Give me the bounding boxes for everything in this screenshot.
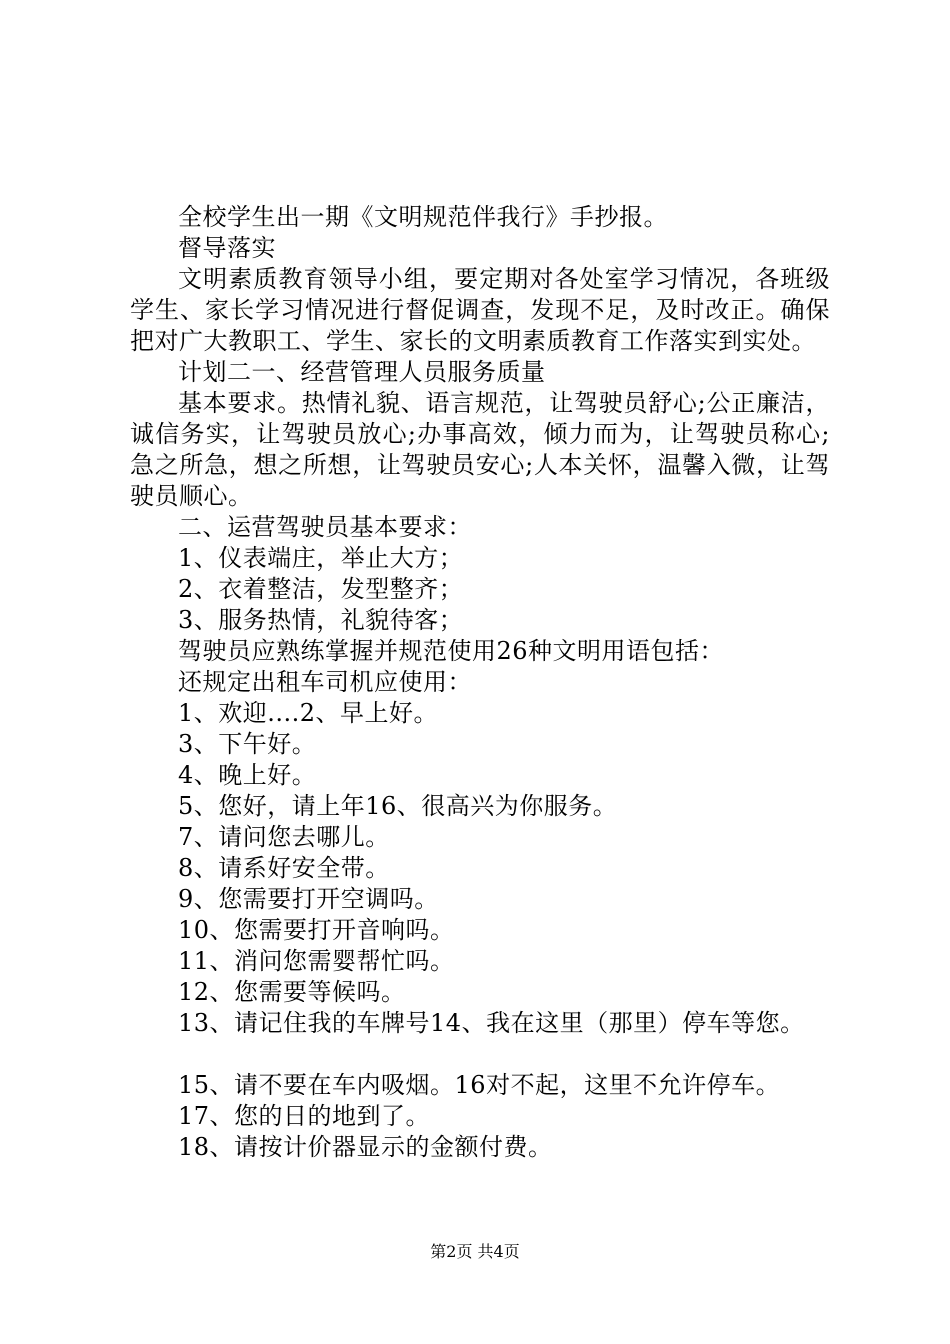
paragraph-24: 17、您的日的地到了。: [178, 1102, 431, 1130]
paragraph-23: 15、请不要在车内吸烟。16对不起，这里不允许停车。: [178, 1071, 781, 1099]
paragraph-14: 4、晚上好。: [178, 761, 317, 789]
paragraph-11: 还规定出租车司机应使用：: [178, 668, 472, 696]
blank-line: [130, 1039, 830, 1070]
paragraph-21: 12、您需要等候吗。: [178, 978, 406, 1006]
paragraph-4: 计划二一、经营管理人员服务质量: [178, 358, 546, 386]
paragraph-15: 5、您好，请上年16、很高兴为你服务。: [178, 792, 618, 820]
paragraph-6: 二、运营驾驶员基本要求：: [178, 513, 472, 541]
page-footer: [0, 1242, 950, 1262]
paragraph-1: 全校学生出一期《文明规范伴我行》手抄报。: [178, 203, 668, 231]
paragraph-5: 基本要求。热情礼貌、语言规范，让驾驶员舒心;公正廉洁，诚信务实，让驾驶员放心;办事高效，倾力而为，让驾驶员称心;急之所急，想之所想，让驾驶员安心;人本关怀，温馨入微，让驾驶员顺心。: [130, 389, 830, 510]
paragraph-8: 2、衣着整洁，发型整齐；: [178, 575, 464, 603]
document-body: [130, 202, 830, 1163]
paragraph-12: 1、欢迎....2、早上好。: [178, 699, 439, 727]
paragraph-16: 7、请问您去哪儿。: [178, 823, 390, 851]
paragraph-19: 10、您需要打开音响吗。: [178, 916, 455, 944]
paragraph-18: 9、您需要打开空调吗。: [178, 885, 439, 913]
paragraph-20: 11、消问您需婴帮忙吗。: [178, 947, 455, 975]
paragraph-3: 文明素质教育领导小组，要定期对各处室学习情况，各班级学生、家长学习情况进行督促调查，发现不足，及时改正。确保把对广大教职工、学生、家长的文明素质教育工作落实到实处。: [130, 265, 830, 355]
paragraph-25: 18、请按计价器显示的金额付费。: [178, 1133, 553, 1161]
paragraph-9: 3、服务热情，礼貌待客；: [178, 606, 464, 634]
paragraph-2: 督导落实: [178, 234, 276, 262]
page-number-label: 第2页 共4页: [430, 1242, 520, 1261]
paragraph-17: 8、请系好安全带。: [178, 854, 390, 882]
paragraph-13: 3、下午好。: [178, 730, 317, 758]
paragraph-22: 13、请记住我的车牌号14、我在这里（那里）停车等您。: [178, 1009, 805, 1037]
paragraph-7: 1、仪表端庄，举止大方；: [178, 544, 464, 572]
paragraph-10: 驾驶员应熟练掌握并规范使用26种文明用语包括：: [178, 637, 725, 665]
